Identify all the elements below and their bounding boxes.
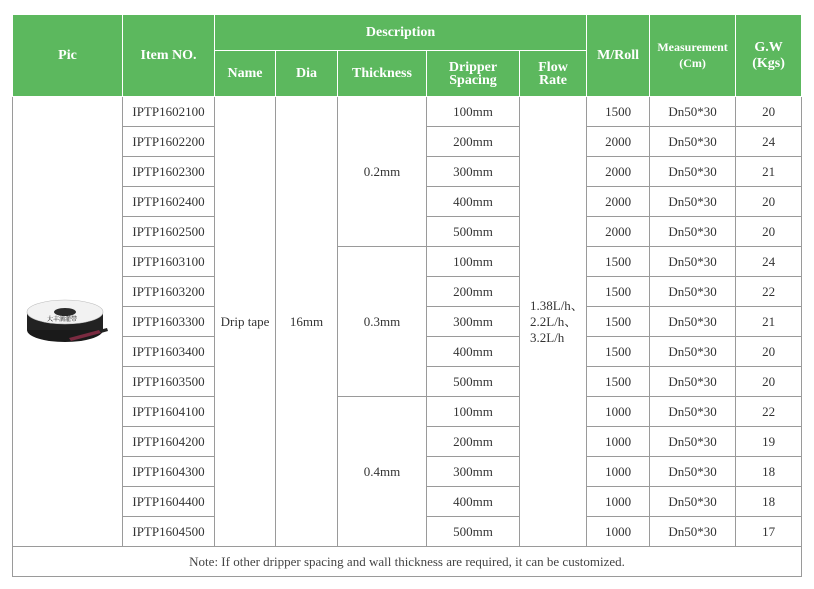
dripper-spacing: 500mm <box>427 367 520 397</box>
m-roll: 1000 <box>587 457 650 487</box>
gross-weight: 20 <box>736 97 802 127</box>
m-roll: 2000 <box>587 187 650 217</box>
header-thickness: Thickness <box>338 51 427 97</box>
gross-weight: 20 <box>736 187 802 217</box>
measurement: Dn50*30 <box>650 367 736 397</box>
m-roll: 1500 <box>587 97 650 127</box>
gross-weight: 18 <box>736 457 802 487</box>
header-dripper-spacing-line2: Spacing <box>449 72 497 88</box>
header-flow-rate-line2: Rate <box>539 72 568 88</box>
header-dripper-spacing-line1: Dripper <box>448 59 498 75</box>
flow-rate-2: 2.2L/h、 <box>530 313 578 329</box>
drip-tape-roll-image <box>23 290 113 350</box>
dripper-spacing: 100mm <box>427 397 520 427</box>
measurement: Dn50*30 <box>650 247 736 277</box>
customization-note: Note: If other dripper spacing and wall thickness are required, it can be customized. <box>13 547 802 577</box>
item-number: IPTP1602200 <box>123 127 215 157</box>
header-dripper-spacing <box>427 51 520 97</box>
measurement: Dn50*30 <box>650 427 736 457</box>
item-number: IPTP1604300 <box>123 457 215 487</box>
measurement: Dn50*30 <box>650 217 736 247</box>
product-dia: 16mm <box>276 97 338 547</box>
header-flow-rate <box>520 51 587 97</box>
thickness-group-2: 0.3mm <box>338 247 427 397</box>
dripper-spacing: 300mm <box>427 457 520 487</box>
measurement: Dn50*30 <box>650 157 736 187</box>
m-roll: 1000 <box>587 517 650 547</box>
header-measurement-line2: (Cm) <box>679 55 706 70</box>
gross-weight: 19 <box>736 427 802 457</box>
item-number: IPTP1603400 <box>123 337 215 367</box>
m-roll: 1000 <box>587 487 650 517</box>
header-item-no: Item NO. <box>123 15 215 97</box>
measurement: Dn50*30 <box>650 487 736 517</box>
header-flow-rate-line1: Flow <box>538 59 568 75</box>
gross-weight: 22 <box>736 397 802 427</box>
product-picture-cell <box>13 97 123 547</box>
measurement: Dn50*30 <box>650 337 736 367</box>
gross-weight: 20 <box>736 367 802 397</box>
dripper-spacing: 400mm <box>427 487 520 517</box>
measurement: Dn50*30 <box>650 307 736 337</box>
measurement: Dn50*30 <box>650 127 736 157</box>
measurement: Dn50*30 <box>650 517 736 547</box>
m-roll: 2000 <box>587 127 650 157</box>
m-roll: 1500 <box>587 277 650 307</box>
measurement: Dn50*30 <box>650 97 736 127</box>
roll-brand-label: 大丰滴灌带 <box>46 315 77 323</box>
m-roll: 1500 <box>587 247 650 277</box>
flow-rate-cell <box>520 97 587 547</box>
header-pic: Pic <box>13 15 123 97</box>
dripper-spacing: 400mm <box>427 187 520 217</box>
measurement: Dn50*30 <box>650 187 736 217</box>
dripper-spacing: 500mm <box>427 217 520 247</box>
item-number: IPTP1603300 <box>123 307 215 337</box>
measurement: Dn50*30 <box>650 277 736 307</box>
item-number: IPTP1603200 <box>123 277 215 307</box>
spec-table <box>12 14 802 577</box>
header-gw-line1: G.W <box>754 39 783 55</box>
dripper-spacing: 100mm <box>427 97 520 127</box>
gross-weight: 24 <box>736 247 802 277</box>
thickness-group-3: 0.4mm <box>338 397 427 547</box>
header-measurement-line1: Measurement <box>657 39 728 54</box>
item-number: IPTP1602400 <box>123 187 215 217</box>
gross-weight: 22 <box>736 277 802 307</box>
gross-weight: 24 <box>736 127 802 157</box>
m-roll: 2000 <box>587 217 650 247</box>
thickness-group-1: 0.2mm <box>338 97 427 247</box>
gross-weight: 20 <box>736 337 802 367</box>
item-number: IPTP1604500 <box>123 517 215 547</box>
item-number: IPTP1604200 <box>123 427 215 457</box>
header-name: Name <box>215 51 276 97</box>
m-roll: 2000 <box>587 157 650 187</box>
header-row-top <box>13 15 802 51</box>
table-body <box>13 97 802 547</box>
dripper-spacing: 500mm <box>427 517 520 547</box>
header-m-roll: M/Roll <box>587 15 650 97</box>
flow-rate-1: 1.38L/h、 <box>530 297 584 313</box>
flow-rate-3: 3.2L/h <box>530 329 565 345</box>
dripper-spacing: 300mm <box>427 157 520 187</box>
header-gw-line2: (Kgs) <box>752 55 785 71</box>
item-number: IPTP1603500 <box>123 367 215 397</box>
dripper-spacing: 300mm <box>427 307 520 337</box>
item-number: IPTP1604400 <box>123 487 215 517</box>
header-gw <box>736 15 802 97</box>
dripper-spacing: 200mm <box>427 127 520 157</box>
item-number: IPTP1602300 <box>123 157 215 187</box>
m-roll: 1500 <box>587 307 650 337</box>
table-row <box>13 397 802 427</box>
gross-weight: 20 <box>736 217 802 247</box>
m-roll: 1500 <box>587 367 650 397</box>
item-number: IPTP1604100 <box>123 397 215 427</box>
m-roll: 1000 <box>587 427 650 457</box>
table-row <box>13 97 802 127</box>
m-roll: 1000 <box>587 397 650 427</box>
gross-weight: 17 <box>736 517 802 547</box>
item-number: IPTP1603100 <box>123 247 215 277</box>
measurement: Dn50*30 <box>650 457 736 487</box>
gross-weight: 21 <box>736 307 802 337</box>
measurement: Dn50*30 <box>650 397 736 427</box>
header-measurement <box>650 15 736 97</box>
dripper-spacing: 400mm <box>427 337 520 367</box>
dripper-spacing: 200mm <box>427 427 520 457</box>
header-description: Description <box>215 15 587 51</box>
table-row <box>13 247 802 277</box>
item-number: IPTP1602100 <box>123 97 215 127</box>
dripper-spacing: 200mm <box>427 277 520 307</box>
gross-weight: 21 <box>736 157 802 187</box>
gross-weight: 18 <box>736 487 802 517</box>
header-dia: Dia <box>276 51 338 97</box>
item-number: IPTP1602500 <box>123 217 215 247</box>
product-name: Drip tape <box>215 97 276 547</box>
m-roll: 1500 <box>587 337 650 367</box>
dripper-spacing: 100mm <box>427 247 520 277</box>
